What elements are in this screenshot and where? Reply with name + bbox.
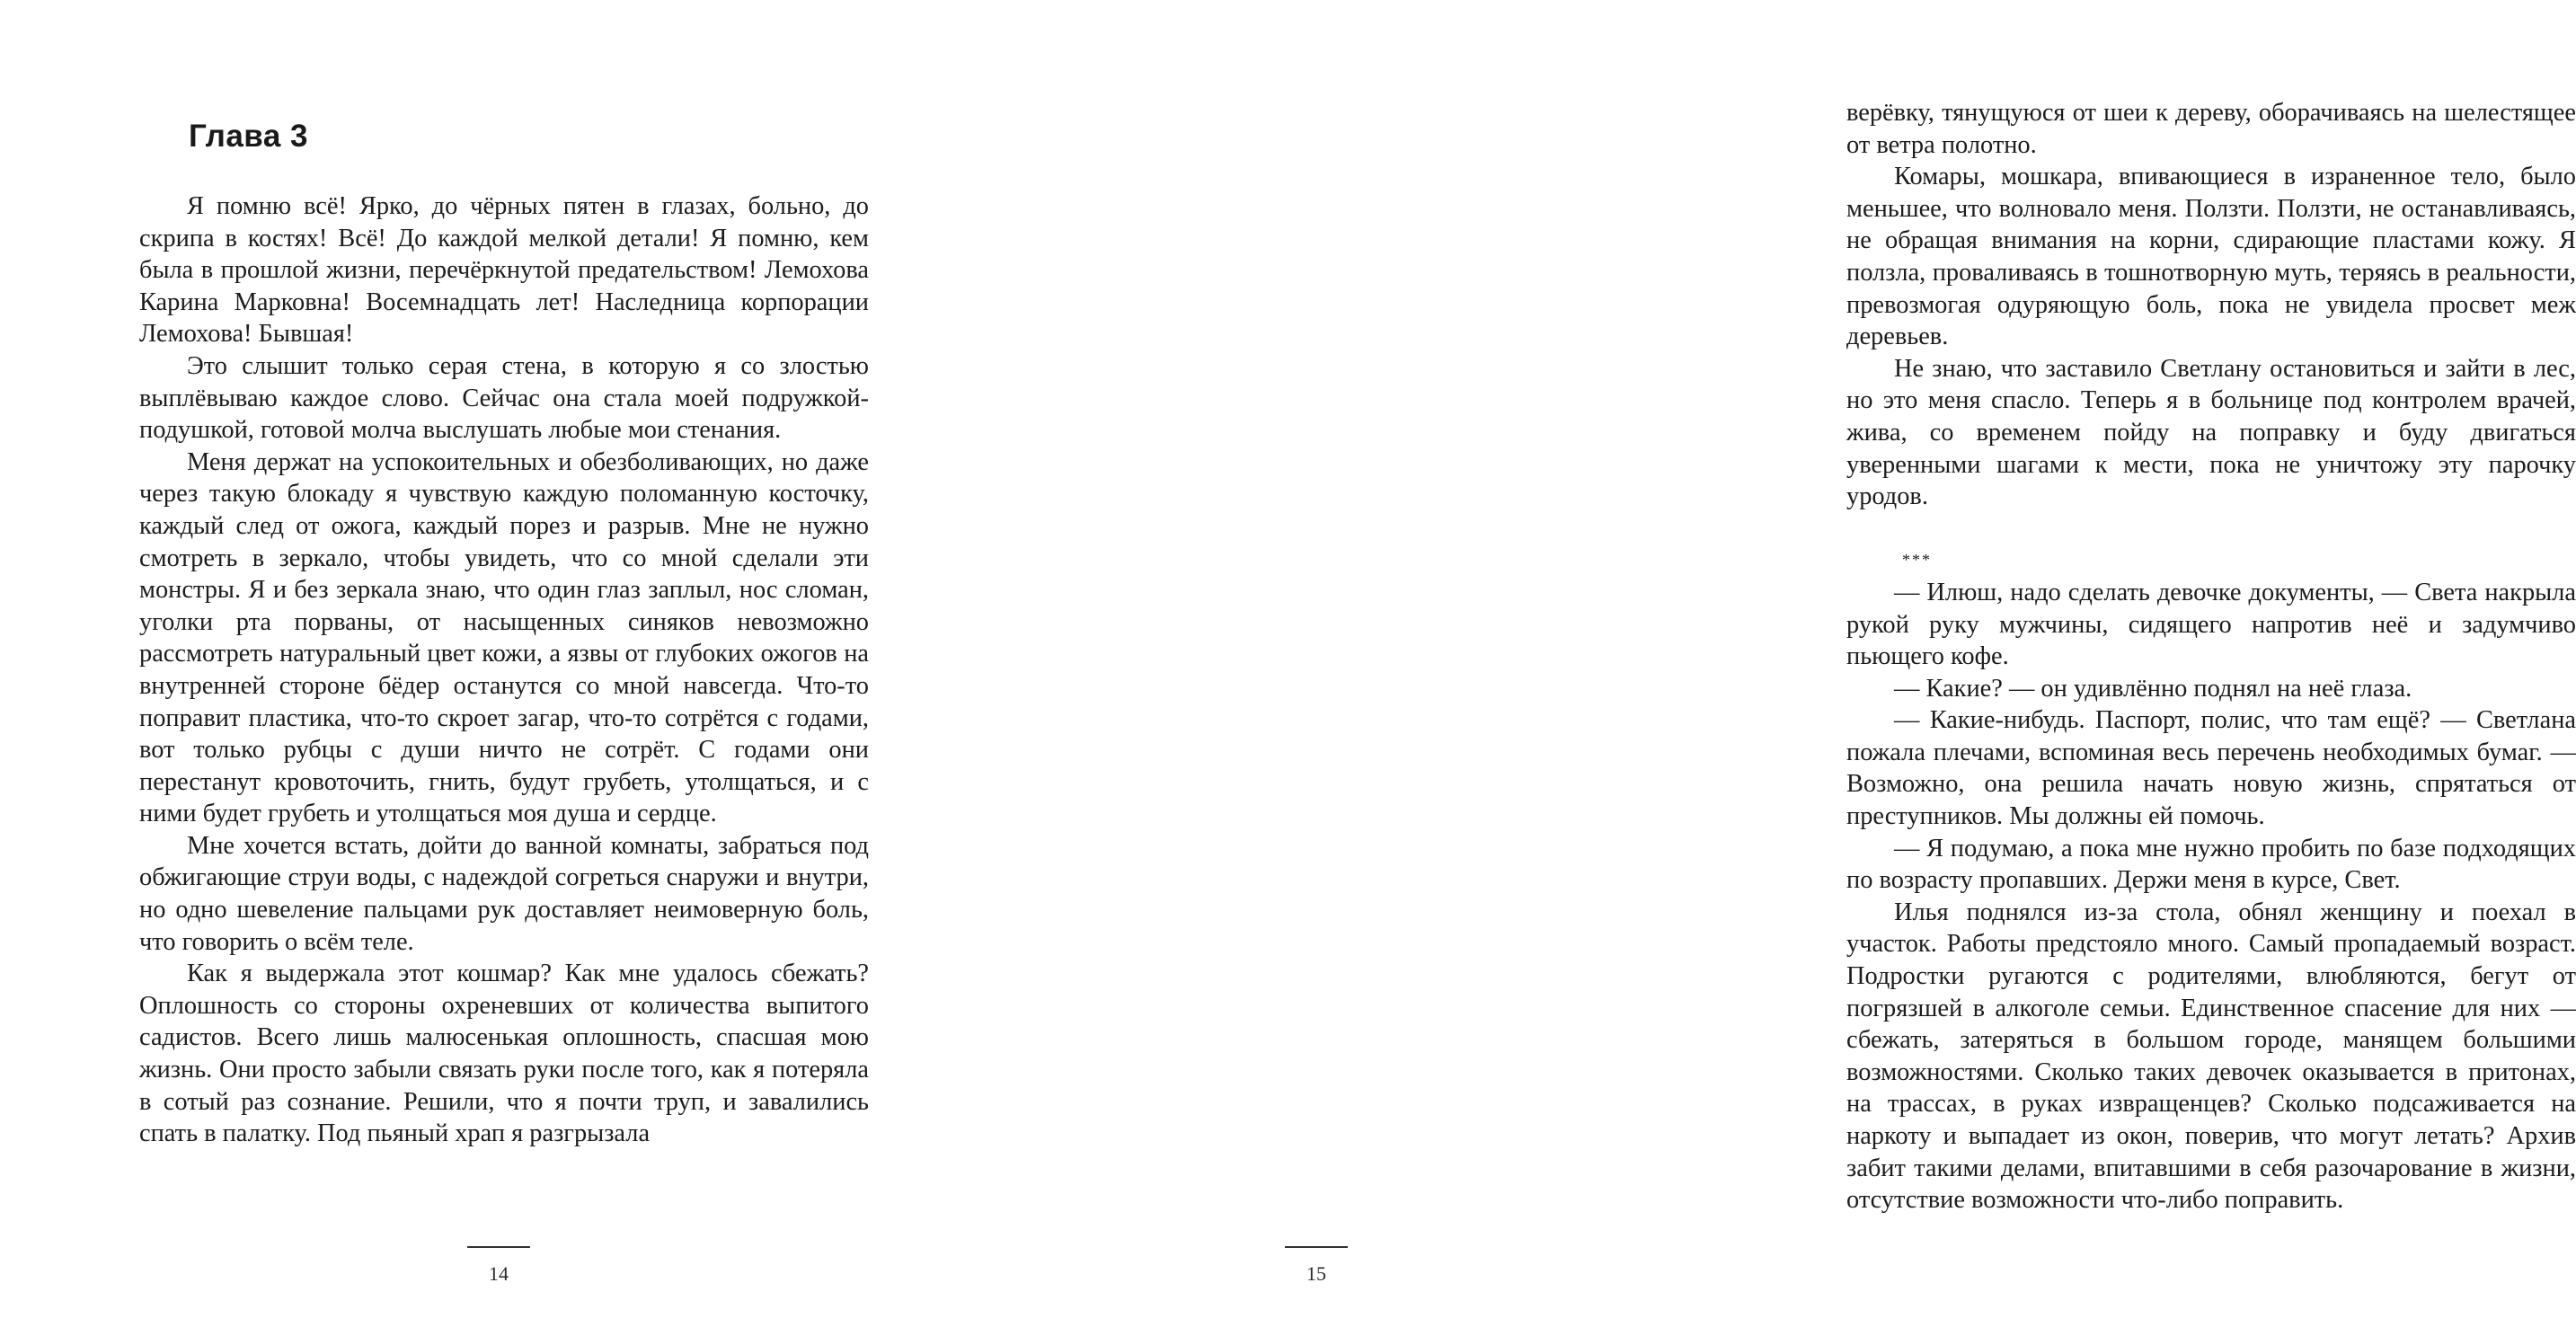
page-number-rule <box>1285 1246 1348 1248</box>
left-page-text <box>139 190 869 1150</box>
paragraph: Я помню всё! Ярко, до чёрных пятен в глазах, больно, до скрипа в костях! Всё! До каждой мелкой детали! Я помню, кем была в прошлой жизни, перечёркнутой предательством! Лемохова Карина Марковна! Восемнадцать лет! Наследница корпорации Лемохова! Бывшая! <box>139 192 869 349</box>
page-number: 15 <box>1306 1262 1326 1285</box>
paragraph: Илья поднялся из-за стола, обнял женщину и поехал в участок. Работы предстояло много. Самый пропадаемый возраст. Подростки ругаются с родителями, влюбляются, бегут от погрязшей в алкоголе семьи. Единственное спасение для них — сбежать, затеряться в большом городе, манящем большими возможностями. Сколько таких девочек оказывается в притонах, на трассах, в руках извращенцев? Сколько подсаживается на наркоту и выпадает из окон, поверив, что могут летать? Архив забит такими делами, впитавшими в себя разочарование в жизни, отсутствие возможности что-либо поправить. <box>1846 898 2576 1215</box>
paragraph: Комары, мошкара, впивающиеся в израненное тело, было меньшее, что волновало меня. Ползти. Ползти, не останавливаясь, не обращая внимания на корни, сдирающие пластами кожу. Я ползла, проваливаясь в тошнотворную муть, теряясь в реальности, превозмогая одуряющую боль, пока не увидела просвет меж деревьев. <box>1846 163 2576 351</box>
section-break: *** <box>1902 551 1932 570</box>
paragraph: Мне хочется встать, дойти до ванной комнаты, забраться под обжигающие струи воды, с надеждой согреться снаружи и внутри, но одно шевеление пальцами рук доставляет неимоверную боль, что говорить о всём теле. <box>139 831 869 956</box>
right-page-text <box>1846 97 2576 1216</box>
paragraph: Как я выдержала этот кошмар? Как мне удалось сбежать? Оплошность со стороны охреневших от количества выпитого садистов. Всего лишь малюсенькая оплошность, спасшая мою жизнь. Они просто забыли связать руки после того, как я потеряла в сотый раз сознание. Решили, что я почти труп, и завалились спать в палатку. Под пьяный храп я разгрызала <box>139 960 869 1148</box>
left-page <box>0 0 899 1327</box>
paragraph: — Какие? — он удивлённо поднял на неё глаза. <box>1894 674 2412 703</box>
paragraph: Это слышит только серая стена, в которую я со злостью выплёвываю каждое слово. Сейчас она стала моей подружкой-подушкой, готовой молча выслушать любые мои стенания. <box>139 351 869 445</box>
paragraph: — Я подумаю, а пока мне нужно пробить по базе подходящих по возрасту пропавших. Держи меня в курсе, Свет. <box>1846 834 2576 895</box>
paragraph: — Какие-нибудь. Паспорт, полис, что там ещё? — Светлана пожала плечами, вспоминая весь перечень необходимых бумаг. — Возможно, она решила начать новую жизнь, спрятаться от преступников. Мы должны ей помочь. <box>1846 706 2576 831</box>
paragraph-continuation: верёвку, тянущуюся от шеи к дереву, оборачиваясь на шелестящее от ветра полотно. <box>1846 99 2576 159</box>
chapter-title: Глава 3 <box>189 119 309 154</box>
page-number: 14 <box>489 1262 509 1285</box>
paragraph: Меня держат на успокоительных и обезболивающих, но даже через такую блокаду я чувствую каждую поломанную косточку, каждый след от ожога, каждый порез и разрыв. Мне не нужно смотреть в зеркало, чтобы увидеть, что со мной сделали эти монстры. Я и без зеркала знаю, что один глаз заплыл, нос сломан, уголки рта порваны, от насыщенных синяков невозможно рассмотреть натуральный цвет кожи, а язвы от глубоких ожогов на внутренней стороне бёдер останутся со мной навсегда. Что-то поправит пластика, что-то скроет загар, что-то сотрётся с годами, вот только рубцы с души ничто не сотрёт. С годами они перестанут кровоточить, гнить, будут грубеть, утолщаться, и с ними будет грубеть и утолщаться моя душа и сердце. <box>139 447 869 828</box>
paragraph: Не знаю, что заставило Светлану остановиться и зайти в лес, но это меня спасло. Теперь я в больнице под контролем врачей, жива, со временем пойду на поправку и буду двигаться уверенными шагами к мести, пока не уничтожу эту парочку уродов. <box>1846 354 2576 511</box>
paragraph: — Илюш, надо сделать девочке документы, — Света накрыла рукой руку мужчины, сидящего напротив неё и задумчиво пьющего кофе. <box>1846 578 2576 671</box>
page-number-rule <box>467 1246 530 1248</box>
right-page <box>899 0 2576 1327</box>
